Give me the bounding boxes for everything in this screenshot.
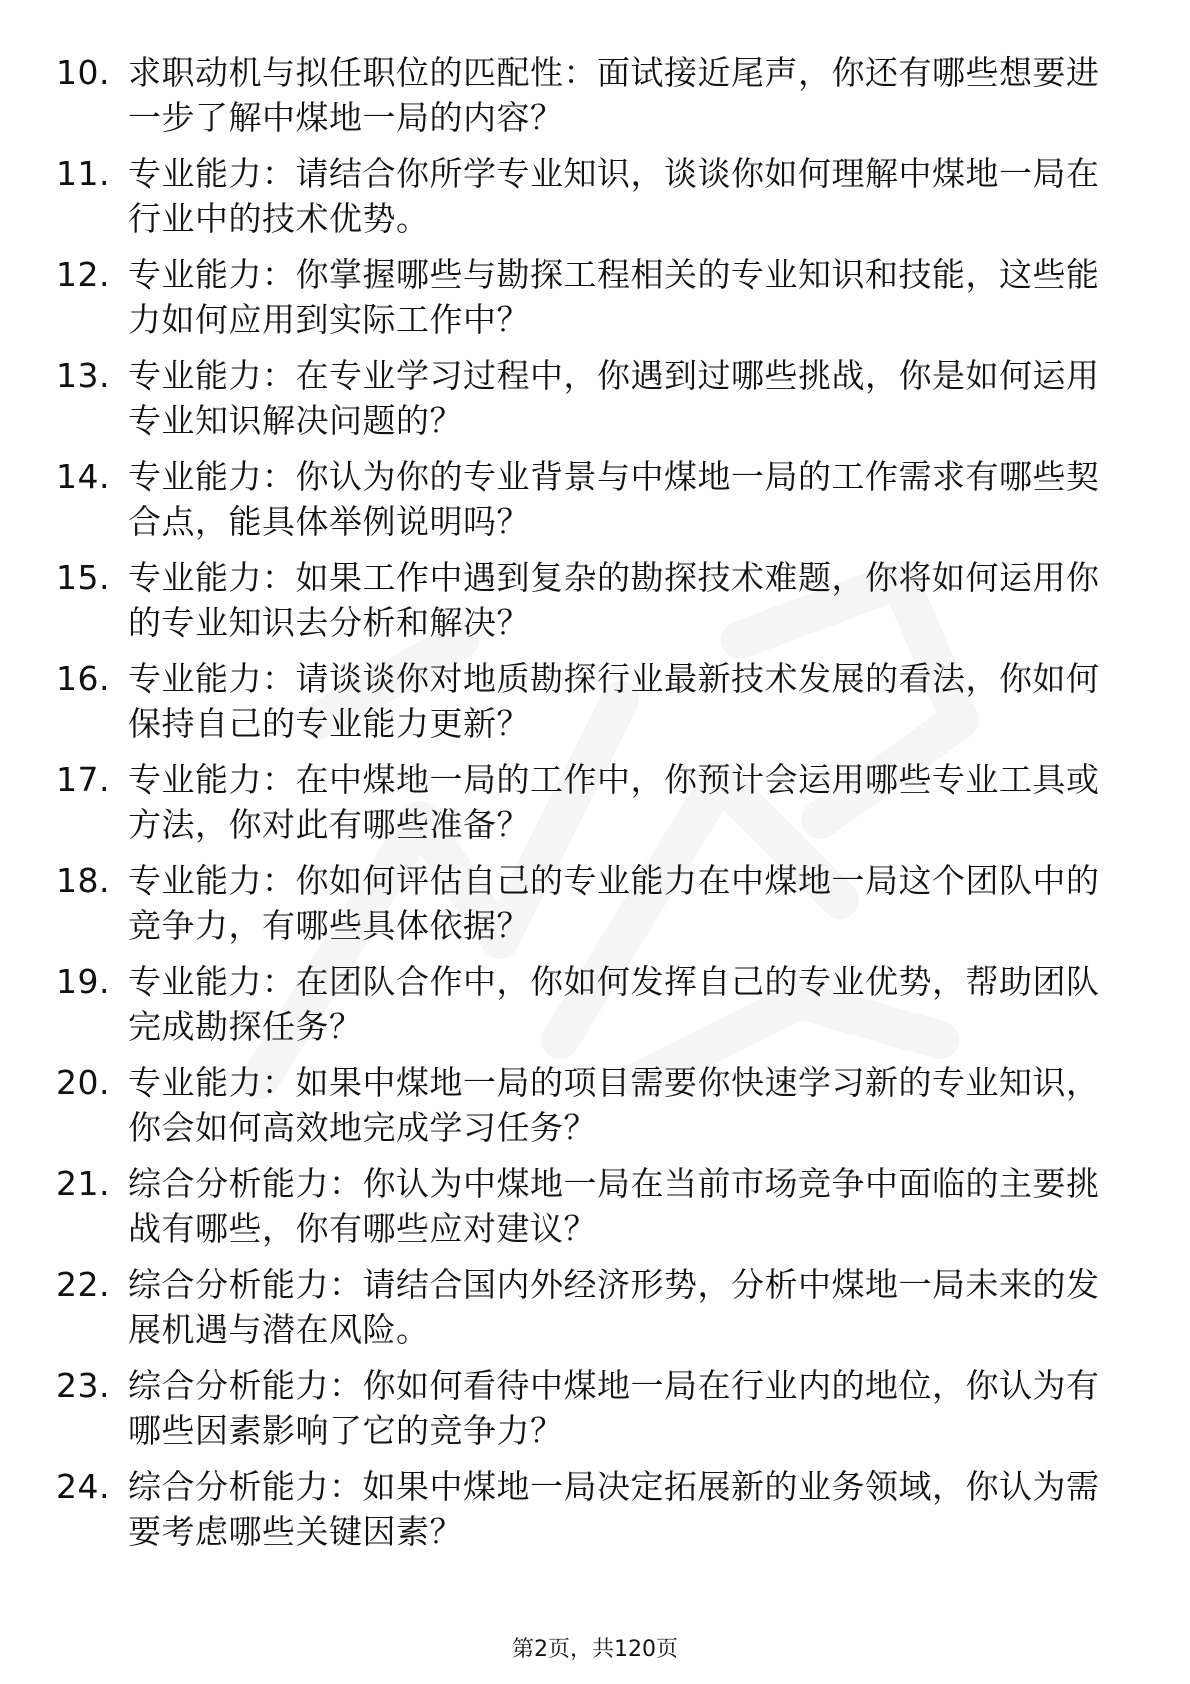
question-text: 专业能力：你认为你的专业背景与中煤地一局的工作需求有哪些契合点，能具体举例说明吗？ [128, 457, 1100, 541]
page-footer [0, 1632, 1190, 1663]
question-number: 17. [56, 760, 110, 799]
question-number: 22. [56, 1265, 110, 1304]
question-item-20 [56, 1060, 1116, 1150]
question-number: 12. [56, 255, 110, 294]
question-item-11 [56, 151, 1116, 241]
question-number: 23. [56, 1366, 110, 1405]
question-item-14 [56, 454, 1116, 544]
question-text: 专业能力：你掌握哪些与勘探工程相关的专业知识和技能，这些能力如何应用到实际工作中？ [128, 255, 1100, 339]
question-text: 专业能力：如果工作中遇到复杂的勘探技术难题，你将如何运用你的专业知识去分析和解决？ [128, 558, 1100, 642]
question-number: 13. [56, 356, 110, 395]
question-text: 综合分析能力：请结合国内外经济形势，分析中煤地一局未来的发展机遇与潜在风险。 [128, 1265, 1100, 1349]
question-item-22 [56, 1262, 1116, 1352]
question-item-19 [56, 959, 1116, 1049]
question-text: 专业能力：如果中煤地一局的项目需要你快速学习新的专业知识，你会如何高效地完成学习任务？ [128, 1063, 1100, 1147]
question-list [56, 50, 1116, 1565]
question-text: 专业能力：在中煤地一局的工作中，你预计会运用哪些专业工具或方法，你对此有哪些准备？ [128, 760, 1100, 844]
question-number: 21. [56, 1164, 110, 1203]
question-item-16 [56, 656, 1116, 746]
question-number: 16. [56, 659, 110, 698]
question-item-13 [56, 353, 1116, 443]
question-item-10 [56, 50, 1116, 140]
question-number: 24. [56, 1467, 110, 1506]
question-text: 专业能力：在专业学习过程中，你遇到过哪些挑战，你是如何运用专业知识解决问题的？ [128, 356, 1100, 440]
question-number: 14. [56, 457, 110, 496]
question-number: 19. [56, 962, 110, 1001]
question-text: 专业能力：在团队合作中，你如何发挥自己的专业优势，帮助团队完成勘探任务？ [128, 962, 1100, 1046]
question-number: 18. [56, 861, 110, 900]
question-item-21 [56, 1161, 1116, 1251]
question-number: 11. [56, 154, 110, 193]
question-item-18 [56, 858, 1116, 948]
question-item-12 [56, 252, 1116, 342]
question-number: 10. [56, 53, 110, 92]
question-item-24 [56, 1464, 1116, 1554]
question-text: 综合分析能力：如果中煤地一局决定拓展新的业务领域，你认为需要考虑哪些关键因素？ [128, 1467, 1100, 1551]
question-number: 15. [56, 558, 110, 597]
question-item-23 [56, 1363, 1116, 1453]
question-number: 20. [56, 1063, 110, 1102]
question-text: 综合分析能力：你认为中煤地一局在当前市场竞争中面临的主要挑战有哪些，你有哪些应对建议？ [128, 1164, 1100, 1248]
question-item-15 [56, 555, 1116, 645]
question-text: 专业能力：你如何评估自己的专业能力在中煤地一局这个团队中的竞争力，有哪些具体依据？ [128, 861, 1100, 945]
question-item-17 [56, 757, 1116, 847]
question-text: 专业能力：请谈谈你对地质勘探行业最新技术发展的看法，你如何保持自己的专业能力更新？ [128, 659, 1100, 743]
question-text: 求职动机与拟任职位的匹配性：面试接近尾声，你还有哪些想要进一步了解中煤地一局的内容？ [128, 53, 1100, 137]
question-text: 综合分析能力：你如何看待中煤地一局在行业内的地位，你认为有哪些因素影响了它的竞争力？ [128, 1366, 1100, 1450]
page-number-label: 第2页，共120页 [512, 1637, 678, 1662]
question-text: 专业能力：请结合你所学专业知识，谈谈你如何理解中煤地一局在行业中的技术优势。 [128, 154, 1100, 238]
